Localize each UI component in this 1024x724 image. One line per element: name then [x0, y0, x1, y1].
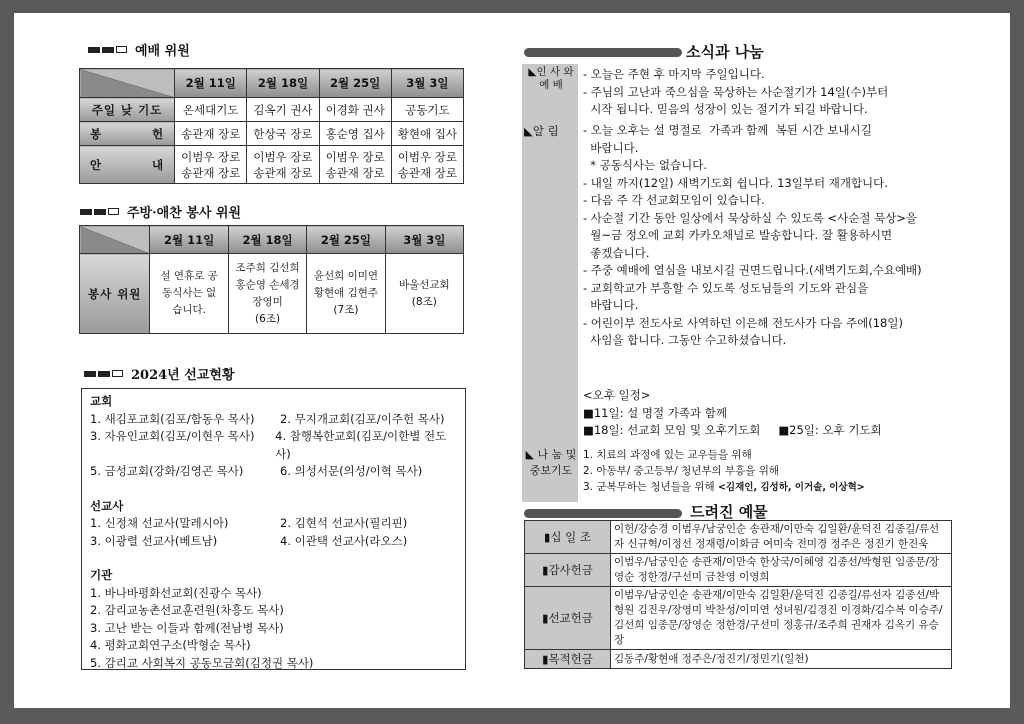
- list-item: 바랍니다.: [583, 298, 639, 312]
- offering-label: ▮감사헌금: [525, 554, 611, 587]
- offerings-table: [524, 520, 952, 669]
- table-cell: 한상국 장로: [247, 122, 319, 146]
- list-item: - 어린이부 전도사로 사역하던 이은해 전도사가 다음 주에(18일): [583, 315, 903, 330]
- share-item: 2. 아동부/ 중고등부/ 청년부의 부흥을 위해: [583, 465, 780, 477]
- table-cell: 김옥기 권사: [247, 98, 319, 122]
- notice-text: [583, 122, 963, 350]
- kitchen-section-title: 주방·애찬 봉사 위원: [80, 202, 241, 221]
- list-item: - 오늘은 주현 후 마지막 주일입니다.: [583, 67, 765, 81]
- list-item-text: 5. 금성교회(강화/김영곤 목사): [90, 464, 244, 478]
- list-item-text: 1. 새김포교회(김포/함동우 목사): [90, 411, 255, 426]
- title-bar: [524, 48, 682, 57]
- list-item: [90, 533, 457, 551]
- date-header: 3월 3일: [391, 69, 463, 98]
- schedule-item: ■11일: 설 명절 가족과 함께: [583, 405, 727, 420]
- missionary-list: [90, 515, 457, 550]
- list-item: - 사순절 기간 동안 일상에서 묵상하실 수 있도록 <사순절 묵상>을: [583, 210, 918, 225]
- share-item: 3. 군복무하는 청년들을 위해 <김재인, 김성하, 이거솔, 이상혁>: [583, 481, 865, 493]
- list-item-text: 6. 의성서문(의성/이혁 목사): [280, 464, 423, 478]
- schedule-block: [583, 387, 882, 440]
- date-header: 3월 3일: [385, 226, 463, 254]
- bullet-icon: [88, 42, 129, 57]
- share-label: ◣ 나 눔 및 중보기도: [525, 448, 577, 477]
- list-item: 월~금 정오에 교회 카카오채널로 발송합니다. 잘 활용하시면: [583, 228, 893, 242]
- list-item: 4. 평화교회연구소(박형순 목사): [90, 638, 251, 652]
- offering-names: 김동주/황현애 정주은/정진기/정민기(일천): [611, 650, 952, 669]
- list-item: 시작 됩니다. 믿음의 성장이 있는 절기가 되길 바랍니다.: [583, 102, 868, 116]
- kitchen-table: [79, 225, 464, 334]
- title-bar: [524, 509, 682, 518]
- table-cell: 이범우 장로 송관재 장로: [247, 146, 319, 184]
- list-item-text: 4. 이관택 선교사(라오스): [280, 533, 408, 548]
- mission-section-title: 2024년 선교현황: [84, 364, 235, 383]
- worship-table: [79, 68, 464, 184]
- list-item: * 공동식사는 없습니다.: [583, 158, 708, 172]
- offerings-title: 드려진 예물: [690, 503, 768, 521]
- offering-label: ▮십 일 조: [525, 521, 611, 554]
- list-item: 1. 바나바평화선교회(진광수 목사): [90, 585, 262, 600]
- church-heading: 교회: [90, 394, 113, 408]
- table-cell: 윤선희 이미연 황현애 김현주 (7조): [307, 254, 385, 334]
- row-label: 봉 헌: [80, 122, 175, 146]
- table-cell: 황현애 집사: [391, 122, 463, 146]
- offering-names: 이범우/남궁인순 송관재/이만숙 김일환/윤덕진 김종길/류선자 김종선/박형원 김진우/장영미 박찬성/이미연 성녀원/김경진 이경화/김수복 이승주/김선희 임종문/장영순 정한경/구선미 정홍규/조주희 권재자 김옥기 유승장: [611, 587, 952, 650]
- news-title: 소식과 나눔: [686, 43, 764, 61]
- table-corner: [80, 69, 175, 98]
- table-cell: 홍순영 집사: [319, 122, 391, 146]
- bullet-icon: [80, 204, 121, 219]
- list-item-text: 2. 무지개교회(김포/이주헌 목사): [280, 411, 445, 426]
- date-header: 2월 11일: [150, 226, 228, 254]
- list-item: 2. 감리교농촌선교훈련원(차흥도 목사): [90, 603, 284, 617]
- list-item-text: 3. 이광렬 선교사(베트남): [90, 533, 218, 548]
- list-item: 3. 고난 받는 이들과 함께(전남병 목사): [90, 620, 284, 635]
- table-cell: 이범우 장로 송관재 장로: [175, 146, 247, 184]
- list-item: - 주님의 고난과 죽으심을 묵상하는 사순절기가 14일(수)부터: [583, 84, 889, 99]
- share-text: [583, 447, 963, 496]
- date-header: 2월 18일: [228, 226, 306, 254]
- org-list: [90, 585, 457, 673]
- notice-label: ◣알 림: [524, 124, 559, 138]
- missionary-heading: 선교사: [90, 498, 124, 513]
- date-header: 2월 25일: [307, 226, 385, 254]
- date-header: 2월 18일: [247, 69, 319, 98]
- table-cell: 온세대기도: [175, 98, 247, 122]
- table-cell: 조주희 김선희 홍순영 손세경 장영미 (6조): [228, 254, 306, 334]
- list-item: 사임을 합니다. 그동안 수고하셨습니다.: [583, 333, 787, 347]
- list-item: - 다음 주 각 선교회모임이 있습니다.: [583, 193, 765, 207]
- list-item: - 내일 까지(12일) 새벽기도회 쉽니다. 13일부터 재개합니다.: [583, 175, 888, 190]
- list-item: [90, 463, 457, 481]
- mission-box: [81, 388, 466, 670]
- table-cell: 이범우 장로 송관재 장로: [319, 146, 391, 184]
- list-item: - 오늘 오후는 설 명절로 가족과 함께 복된 시간 보내시길: [583, 123, 872, 137]
- list-item-text: 2. 김현석 선교사(필리핀): [280, 516, 408, 530]
- schedule-item: ■25일: 오후 기도회: [778, 423, 882, 437]
- list-item: - 교회학교가 부흥할 수 있도록 성도님들의 기도와 관심을: [583, 280, 869, 295]
- offering-label: ▮선교헌금: [525, 587, 611, 650]
- table-cell: 이범우 장로 송관재 장로: [391, 146, 463, 184]
- row-label: 봉사 위원: [80, 254, 150, 334]
- org-heading: 기관: [90, 568, 113, 582]
- list-item: [90, 411, 457, 429]
- share-item: 1. 치료의 과정에 있는 교우들을 위해: [583, 449, 752, 461]
- list-item: - 주중 예배에 열심을 내보시길 권면드립니다.(새벽기도회,수요예배): [583, 263, 922, 277]
- schedule-title: <오후 일정>: [583, 388, 651, 402]
- table-corner: [80, 226, 150, 254]
- list-item-text: 4. 참행복한교회(김포/이한별 전도사): [275, 429, 447, 461]
- greeting-text: [583, 66, 963, 119]
- list-item: 바랍니다.: [583, 140, 639, 155]
- date-header: 2월 11일: [175, 69, 247, 98]
- offering-label: ▮목적헌금: [525, 650, 611, 669]
- list-item: [90, 428, 457, 463]
- schedule-item: ■18일: 선교회 모임 및 오후기도회: [583, 423, 761, 437]
- list-item-text: 1. 신정채 선교사(말레시아): [90, 516, 229, 530]
- date-header: 2월 25일: [319, 69, 391, 98]
- greeting-label: ◣인 사 와 예 배: [528, 66, 574, 91]
- offering-names: 이범우/남궁인순 송관재/이만숙 한상국/이혜영 김종선/박형원 임종문/장영순 정한경/구선미 금찬영 이영희: [611, 554, 952, 587]
- bullet-icon: [84, 366, 125, 381]
- row-label: 안 내: [80, 146, 175, 184]
- worship-section-title: 예배 위원: [88, 40, 190, 59]
- table-cell: 설 연휴로 공동식사는 없습니다.: [150, 254, 228, 334]
- row-label: 주일 낮 기도: [80, 98, 175, 122]
- list-item: [90, 515, 457, 533]
- list-item: 5. 감리교 사회복지 공동모금회(김정권 목사): [90, 655, 314, 670]
- list-item-text: 3. 자유인교회(김포/이현우 목사): [90, 429, 255, 443]
- list-item: 좋겠습니다.: [583, 245, 650, 260]
- table-cell: 이경화 권사: [319, 98, 391, 122]
- church-list: [90, 411, 457, 481]
- table-cell: 공동기도: [391, 98, 463, 122]
- table-cell: 바울선교회 (8조): [385, 254, 463, 334]
- table-cell: 송관재 장로: [175, 122, 247, 146]
- offering-names: 이헌/강승경 이범우/남궁인순 송관재/이만숙 김일환/윤덕진 김종길/류선자 신규혁/이정선 정재령/이화금 여미숙 전미경 정주은 정진기 한진욱: [611, 521, 952, 554]
